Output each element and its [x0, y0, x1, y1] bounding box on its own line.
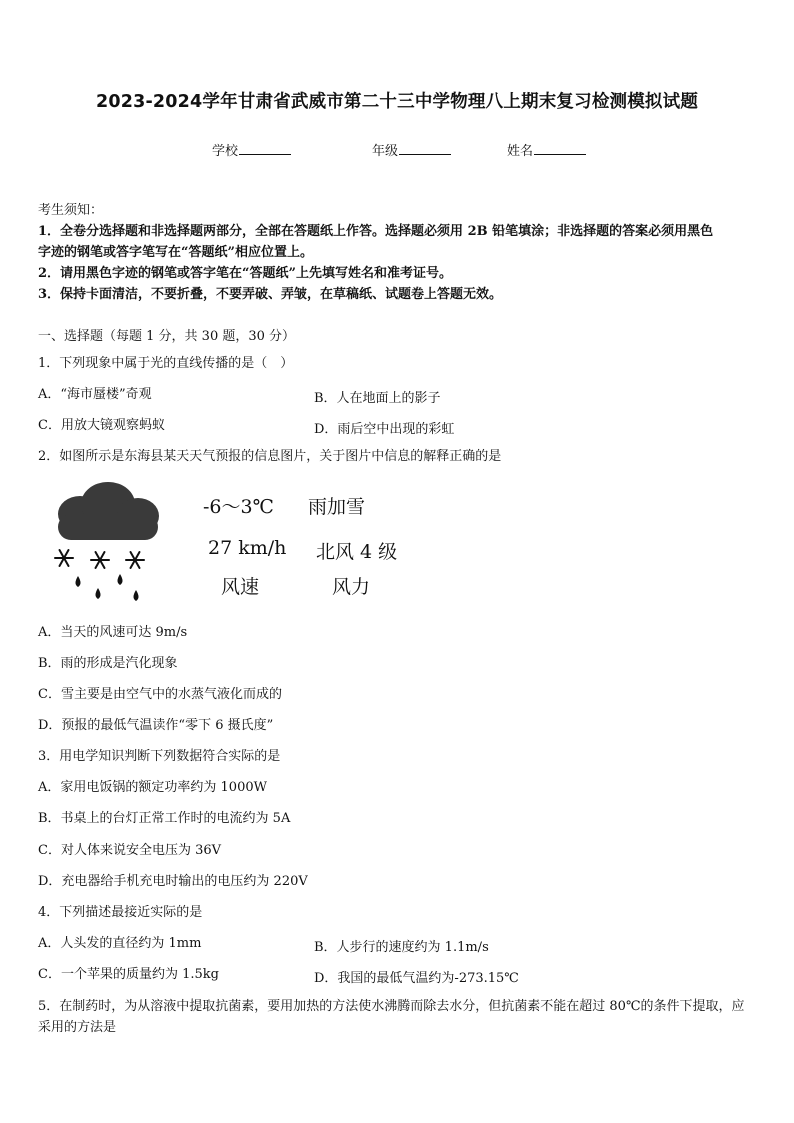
q3-option-d[interactable]: D．充电器给手机充电时输出的电压约为 220V: [38, 874, 308, 889]
exam-title: 2023-2024学年甘肃省武威市第二十三中学物理八上期末复习检测模拟试题: [95, 92, 699, 112]
school-blank[interactable]: [239, 142, 291, 155]
notice-item: 3．保持卡面清洁，不要折叠，不要弄破、弄皱，在草稿纸、试题卷上答题无效。: [38, 287, 503, 302]
school-field: [212, 140, 291, 159]
question-2-stem: 2．如图所示是东海县某天天气预报的信息图片，关于图片中信息的解释正确的是: [38, 449, 502, 464]
notice-item: 字迹的钢笔或答字笔写在“答题纸”相应位置上。: [38, 245, 313, 260]
name-label: 姓名: [507, 144, 534, 159]
q1-option-c[interactable]: C．用放大镜观察蚂蚁: [38, 418, 165, 433]
q3-option-a[interactable]: A．家用电饭锅的额定功率约为 1000W: [38, 780, 267, 795]
school-label: 学校: [212, 144, 239, 159]
q3-option-b[interactable]: B．书桌上的台灯正常工作时的电流约为 5A: [38, 811, 291, 826]
q1-option-a[interactable]: A．“海市蜃楼”奇观: [38, 387, 152, 402]
weather-temperature: -6～3℃: [203, 496, 274, 518]
name-field: [507, 140, 586, 159]
q3-option-c[interactable]: C．对人体来说安全电压为 36V: [38, 843, 222, 858]
question-4-stem: 4．下列描述最接近实际的是: [38, 905, 203, 920]
q1-option-d[interactable]: D．雨后空中出现的彩虹: [314, 422, 455, 437]
name-blank[interactable]: [534, 142, 586, 155]
question-5-stem: 5．在制药时，为从溶液中提取抗菌素，要用加热的方法使水沸腾而除去水分，但抗菌素不能在超过 80℃的条件下提取，应采用的方法是: [38, 999, 745, 1035]
grade-field: [372, 140, 451, 159]
notice-item: 1．全卷分选择题和非选择题两部分，全部在答题纸上作答。选择题必须用 2B 铅笔填涂；非选择题的答案必须用黑色: [38, 224, 714, 239]
notice-heading: 考生须知：: [38, 203, 104, 218]
grade-label: 年级: [372, 144, 399, 159]
weather-forecast-figure: [40, 478, 420, 608]
grade-blank[interactable]: [399, 142, 451, 155]
q2-option-d[interactable]: D．预报的最低气温读作“零下 6 摄氏度”: [38, 718, 274, 733]
notice-item: 2．请用黑色字迹的钢笔或答字笔在“答题纸”上先填写姓名和准考证号。: [38, 266, 453, 281]
q4-option-d[interactable]: D．我国的最低气温约为-273.15℃: [314, 971, 519, 986]
q2-option-c[interactable]: C．雪主要是由空气中的水蒸气液化而成的: [38, 687, 282, 702]
section-heading: 一、选择题（每题 1 分，共 30 题，30 分）: [38, 329, 296, 344]
sleet-cloud-icon: [40, 478, 170, 608]
weather-wind-speed: 27 km/h: [208, 537, 287, 559]
weather-wind-label: 风力: [332, 576, 371, 598]
q4-option-a[interactable]: A．人头发的直径约为 1mm: [38, 936, 202, 951]
q4-option-b[interactable]: B．人步行的速度约为 1.1m/s: [314, 940, 489, 955]
q1-option-b[interactable]: B．人在地面上的影子: [314, 391, 441, 406]
q2-option-a[interactable]: A．当天的风速可达 9m/s: [38, 625, 188, 640]
weather-condition: 雨加雪: [308, 496, 366, 518]
q2-option-b[interactable]: B．雨的形成是汽化现象: [38, 656, 178, 671]
weather-wind-level: 北风 4 级: [316, 541, 398, 563]
weather-speed-label: 风速: [221, 576, 260, 598]
question-3-stem: 3．用电学知识判断下列数据符合实际的是: [38, 749, 281, 764]
q4-option-c[interactable]: C．一个苹果的质量约为 1.5kg: [38, 967, 219, 982]
question-1-stem: 1．下列现象中属于光的直线传播的是（ ）: [38, 356, 294, 371]
